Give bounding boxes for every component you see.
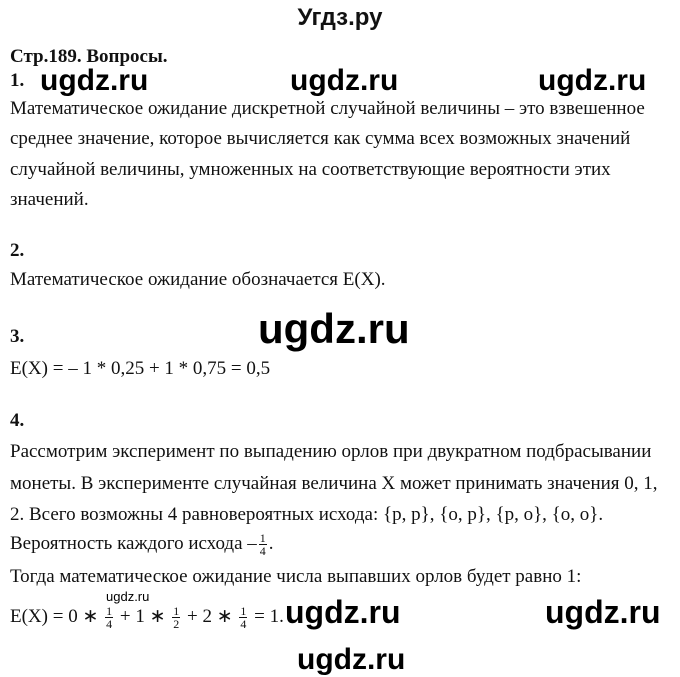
fraction-one-quarter (239, 605, 247, 630)
numerator: 1 (259, 531, 266, 545)
numerator: 1 (240, 604, 247, 618)
watermark: ugdz.ru (290, 64, 399, 97)
watermark: ugdz.ru (258, 305, 410, 352)
watermark: ugdz.ru (545, 594, 661, 630)
q2-number: 2. (10, 240, 25, 261)
watermark: ugdz.ru (106, 589, 150, 604)
q2-text: Математическое ожидание обозначается E(X). (10, 269, 386, 290)
q4-line: 2. Всего возможны 4 равновероятных исхода: {р, р}, {о, р}, {р, о}, {о, о}. (10, 504, 604, 525)
q3-text: E(X) = – 1 * 0,25 + 1 * 0,75 = 0,5 (10, 358, 271, 379)
formula-term: + 1 ∗ (119, 605, 166, 627)
fraction-one-quarter (105, 605, 113, 630)
denominator: 2 (173, 617, 180, 631)
watermark: ugdz.ru (285, 594, 401, 630)
q1-number: 1. (10, 70, 25, 91)
q1-line: среднее значение, которое вычисляется как сумма всех возможных значений (10, 128, 631, 149)
formula-lhs: E(X) = 0 ∗ (10, 605, 99, 627)
q4-formula (10, 605, 284, 630)
q1-line: случайной величины, умноженных на соответствующие вероятности этих (10, 159, 611, 180)
period: . (268, 532, 274, 554)
q4-then: Тогда математическое ожидание числа выпавших орлов будет равно 1: (10, 566, 582, 587)
q4-line: Рассмотрим эксперимент по выпадению орлов при двукратном подбрасывании (10, 441, 652, 462)
q4-line: монеты. В эксперименте случайная величина X может принимать значения 0, 1, (10, 473, 658, 494)
formula-term: + 2 ∗ (187, 605, 233, 627)
fraction-one-half (172, 605, 180, 630)
formula-result: = 1. (254, 605, 284, 627)
prob-text: Вероятность каждого исхода – (10, 532, 257, 554)
page-title: Стр.189. Вопросы. (10, 46, 168, 67)
q4-number: 4. (10, 410, 25, 431)
fraction-one-quarter (259, 532, 267, 557)
watermark: ugdz.ru (297, 643, 406, 676)
numerator: 1 (106, 604, 113, 618)
numerator: 1 (173, 604, 180, 618)
watermark: ugdz.ru (40, 64, 149, 97)
q4-probability (10, 532, 274, 557)
denominator: 4 (106, 617, 113, 631)
denominator: 4 (240, 617, 247, 631)
q1-line: Математическое ожидание дискретной случайной величины – это взвешенное (10, 98, 645, 119)
denominator: 4 (259, 544, 266, 558)
q1-line: значений. (10, 189, 89, 210)
watermark: ugdz.ru (538, 64, 647, 97)
q3-number: 3. (10, 326, 25, 347)
site-header: Угдз.ру (297, 4, 383, 31)
